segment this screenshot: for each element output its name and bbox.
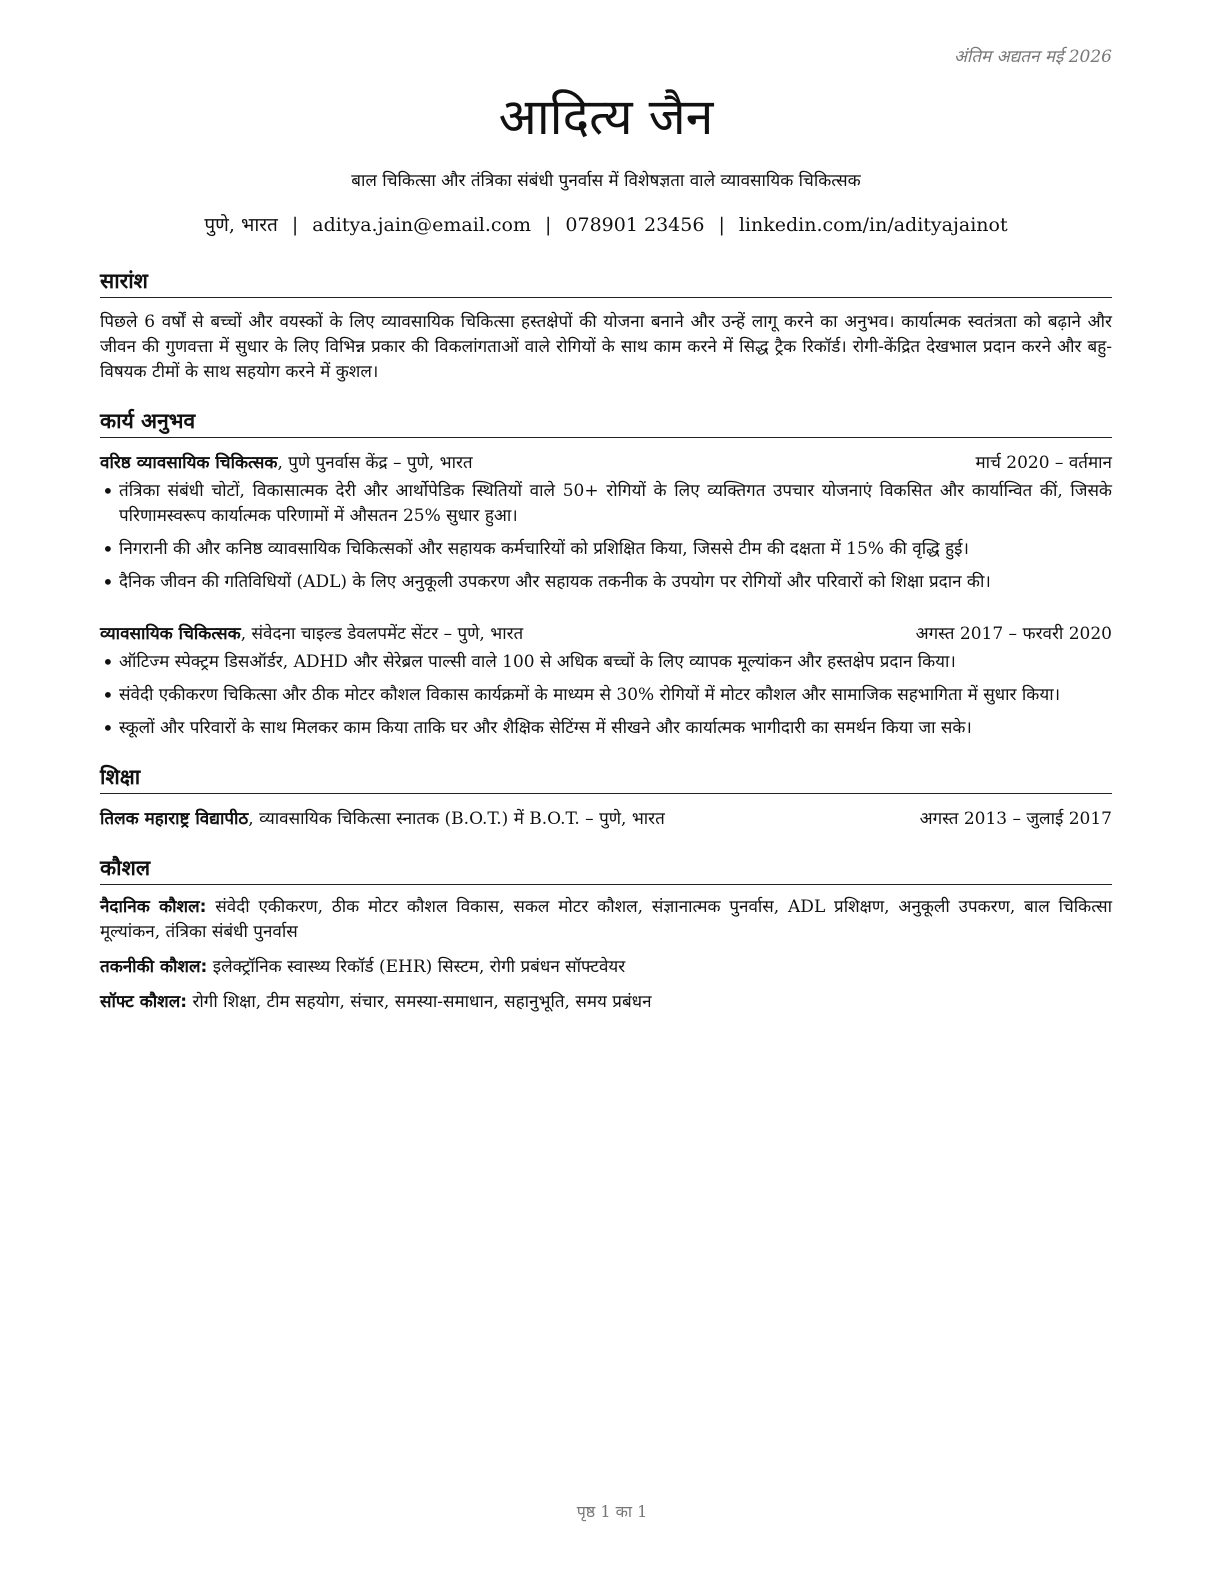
job-role: व्यावसायिक चिकित्सक [100,624,241,644]
skills-section [100,854,1112,1015]
skill-row-soft [100,990,1112,1015]
summary-text: पिछले 6 वर्षों से बच्चों और वयस्कों के लिए व्यावसायिक चिकित्सा हस्तक्षेपों की योजना बनाने और उन्हें लागू करने का अनुभव। कार्यात्मक स्वतंत्रता को बढ़ाने और जीवन की गुणवत्ता में सुधार के लिए विभिन्न प्रकार की विकलांगताओं वाले रोगियों के साथ काम करने में सिद्ध ट्रैक रिकॉर्ड। रोगी-केंद्रित देखभाल प्रदान करने और बहु-विषयक टीमों के साथ सहयोग करने में कुशल। [100,312,1112,382]
skill-value: इलेक्ट्रॉनिक स्वास्थ्य रिकॉर्ड (EHR) सिस्टम, रोगी प्रबंधन सॉफ्टवेयर [207,957,626,977]
skill-value: रोगी शिक्षा, टीम सहयोग, संचार, समस्या-समाधान, सहानुभूति, समय प्रबंधन [187,992,652,1012]
education-dates: अगस्त 2013 – जुलाई 2017 [919,809,1112,829]
section-title-skills: कौशल [100,854,1112,885]
education-line [100,806,665,832]
education-entry [100,806,1112,832]
job-header [100,621,1112,647]
job-role: वरिष्ठ व्यावसायिक चिकित्सक [100,453,278,473]
job-dates: अगस्त 2017 – फरवरी 2020 [915,624,1112,644]
skill-label: सॉफ्ट कौशल: [100,992,188,1012]
skill-row-technical [100,955,1112,980]
job-bullets [100,650,1112,741]
tagline: बाल चिकित्सा और तंत्रिका संबंधी पुनर्वास में विशेषज्ञता वाले व्यावसायिक चिकित्सक [351,171,861,191]
skill-value: संवेदी एकीकरण, ठीक मोटर कौशल विकास, सकल मोटर कौशल, संज्ञानात्मक पुनर्वास, ADL प्रशिक्षण, अनुकूली उपकरण, बाल चिकित्सा मूल्यांकन, तंत्रिका संबंधी पुनर्वास [100,897,1112,942]
contact-linkedin[interactable]: linkedin.com/in/adityajainot [738,214,1008,236]
job-bullets [100,479,1112,595]
job-header [100,450,1112,476]
job-entry [100,621,1112,741]
skill-label: नैदानिक कौशल: [100,897,207,917]
last-updated: अंतिम अद्यतन मई 2026 [953,47,1112,67]
contact-email[interactable]: aditya.jain@email.com [312,214,532,236]
job-bullet: • संवेदी एकीकरण चिकित्सा और ठीक मोटर कौशल विकास कार्यक्रमों के माध्यम से 30% रोगियों में मोटर कौशल और सामाजिक सहभागिता में सुधार किया। [100,683,1112,708]
candidate-name: आदित्य जैन [498,88,714,146]
contact-line [100,211,1112,237]
contact-location: पुणे, भारत [204,214,278,236]
page-number: पृष्ठ 1 का 1 [576,1502,648,1521]
skill-row-clinical [100,895,1112,945]
job-title-line [100,450,473,476]
job-bullet: • दैनिक जीवन की गतिविधियों (ADL) के लिए अनुकूली उपकरण और सहायक तकनीक के उपयोग पर रोगियों और परिवारों को शिक्षा प्रदान की। [100,570,1112,595]
job-bullet: • ऑटिज्म स्पेक्ट्रम डिसऑर्डर, ADHD और सेरेब्रल पाल्सी वाले 100 से अधिक बच्चों के लिए व्यापक मूल्यांकन और हस्तक्षेप प्रदान किया। [100,650,1112,675]
contact-separator: | [291,214,299,236]
contact-separator: | [545,214,552,236]
summary-section [100,267,1112,385]
job-bullet: • स्कूलों और परिवारों के साथ मिलकर काम किया ताकि घर और शैक्षिक सेटिंग्स में सीखने और कार्यात्मक भागीदारी का समर्थन किया जा सके। [100,716,1112,741]
section-title-summary: सारांश [100,267,1112,298]
job-bullet: • निगरानी की और कनिष्ठ व्यावसायिक चिकित्सकों और सहायक कर्मचारियों को प्रशिक्षित किया, जिससे टीम की दक्षता में 15% की वृद्धि हुई। [100,537,1112,562]
job-entry [100,450,1112,595]
education-institution: तिलक महाराष्ट्र विद्यापीठ [100,809,249,829]
education-section [100,763,1112,832]
contact-phone: 078901 23456 [565,214,705,236]
job-dates: मार्च 2020 – वर्तमान [975,453,1112,473]
section-title-experience: कार्य अनुभव [100,407,1112,438]
contact-separator: | [718,214,725,236]
job-org: , पुणे पुनर्वास केंद्र – पुणे, भारत [277,453,473,473]
job-bullet: • तंत्रिका संबंधी चोटों, विकासात्मक देरी और आर्थोपेडिक स्थितियों वाले 50+ रोगियों के लिए व्यक्तिगत उपचार योजनाएं विकसित और कार्यान्वित कीं, जिसके परिणामस्वरूप कार्यात्मक परिणामों में औसतन 25% सुधार हुआ। [100,479,1112,529]
section-title-education: शिक्षा [100,763,1112,794]
education-detail: , व्यावसायिक चिकित्सा स्नातक (B.O.T.) में B.O.T. – पुणे, भारत [248,809,665,829]
experience-section [100,407,1112,741]
job-org: , संवेदना चाइल्ड डेवलपमेंट सेंटर – पुणे, भारत [240,624,524,644]
job-title-line [100,621,523,647]
skill-label: तकनीकी कौशल: [100,957,208,977]
